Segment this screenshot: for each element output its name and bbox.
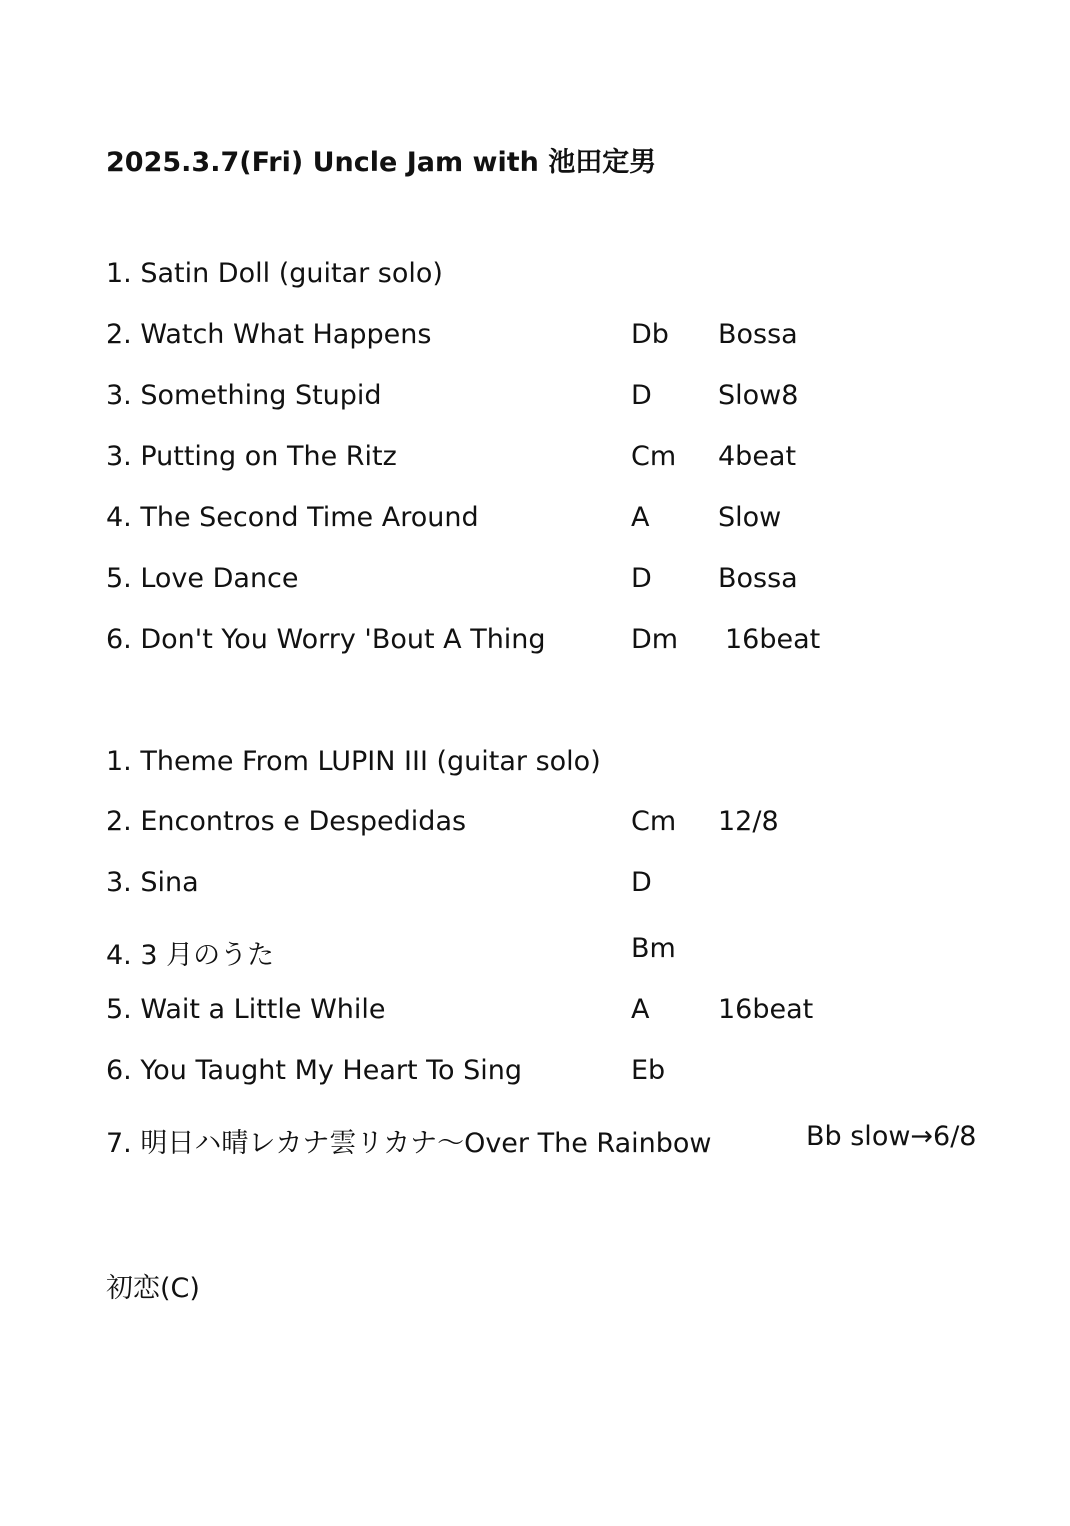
song-key-style: Bb slow→6/8 xyxy=(806,1121,977,1152)
song-title: 6. Don't You Worry 'Bout A Thing xyxy=(106,624,546,655)
song-title: 1. Theme From LUPIN III (guitar solo) xyxy=(106,746,601,777)
song-key: A xyxy=(631,994,650,1025)
song-style: Bossa xyxy=(718,563,798,594)
song-style: Slow8 xyxy=(718,380,799,411)
song-title: 3. Something Stupid xyxy=(106,380,382,411)
song-key: D xyxy=(631,563,652,594)
song-title: 2. Encontros e Despedidas xyxy=(106,806,467,837)
song-key: Db xyxy=(631,319,669,350)
song-title: 5. Wait a Little While xyxy=(106,994,386,1025)
song-style: 4beat xyxy=(718,441,797,472)
song-title: 1. Satin Doll (guitar solo) xyxy=(106,258,443,289)
song-style: 16beat xyxy=(725,624,821,655)
song-style: 12/8 xyxy=(718,806,779,837)
song-title: 4. 3 月のうた xyxy=(106,940,275,971)
song-key: Cm xyxy=(631,806,677,837)
song-key: D xyxy=(631,380,652,411)
song-title: 4. The Second Time Around xyxy=(106,502,479,533)
song-key: A xyxy=(631,502,650,533)
song-key: D xyxy=(631,867,652,898)
song-title: 7. 明日ハ晴レカナ雲リカナ～Over The Rainbow xyxy=(106,1128,712,1159)
page-title: 2025.3.7(Fri) Uncle Jam with 池田定男 xyxy=(106,147,657,178)
song-key: Eb xyxy=(631,1055,666,1086)
song-key: Bm xyxy=(631,933,676,964)
song-title: 2. Watch What Happens xyxy=(106,319,432,350)
song-title: 5. Love Dance xyxy=(106,563,299,594)
song-key: Cm xyxy=(631,441,677,472)
encore-note: 初恋(C) xyxy=(106,1273,200,1304)
song-title: 3. Putting on The Ritz xyxy=(106,441,397,472)
song-style: Slow xyxy=(718,502,782,533)
song-style: 16beat xyxy=(718,994,814,1025)
song-title: 3. Sina xyxy=(106,867,199,898)
song-style: Bossa xyxy=(718,319,798,350)
song-title: 6. You Taught My Heart To Sing xyxy=(106,1055,523,1086)
song-key: Dm xyxy=(631,624,679,655)
